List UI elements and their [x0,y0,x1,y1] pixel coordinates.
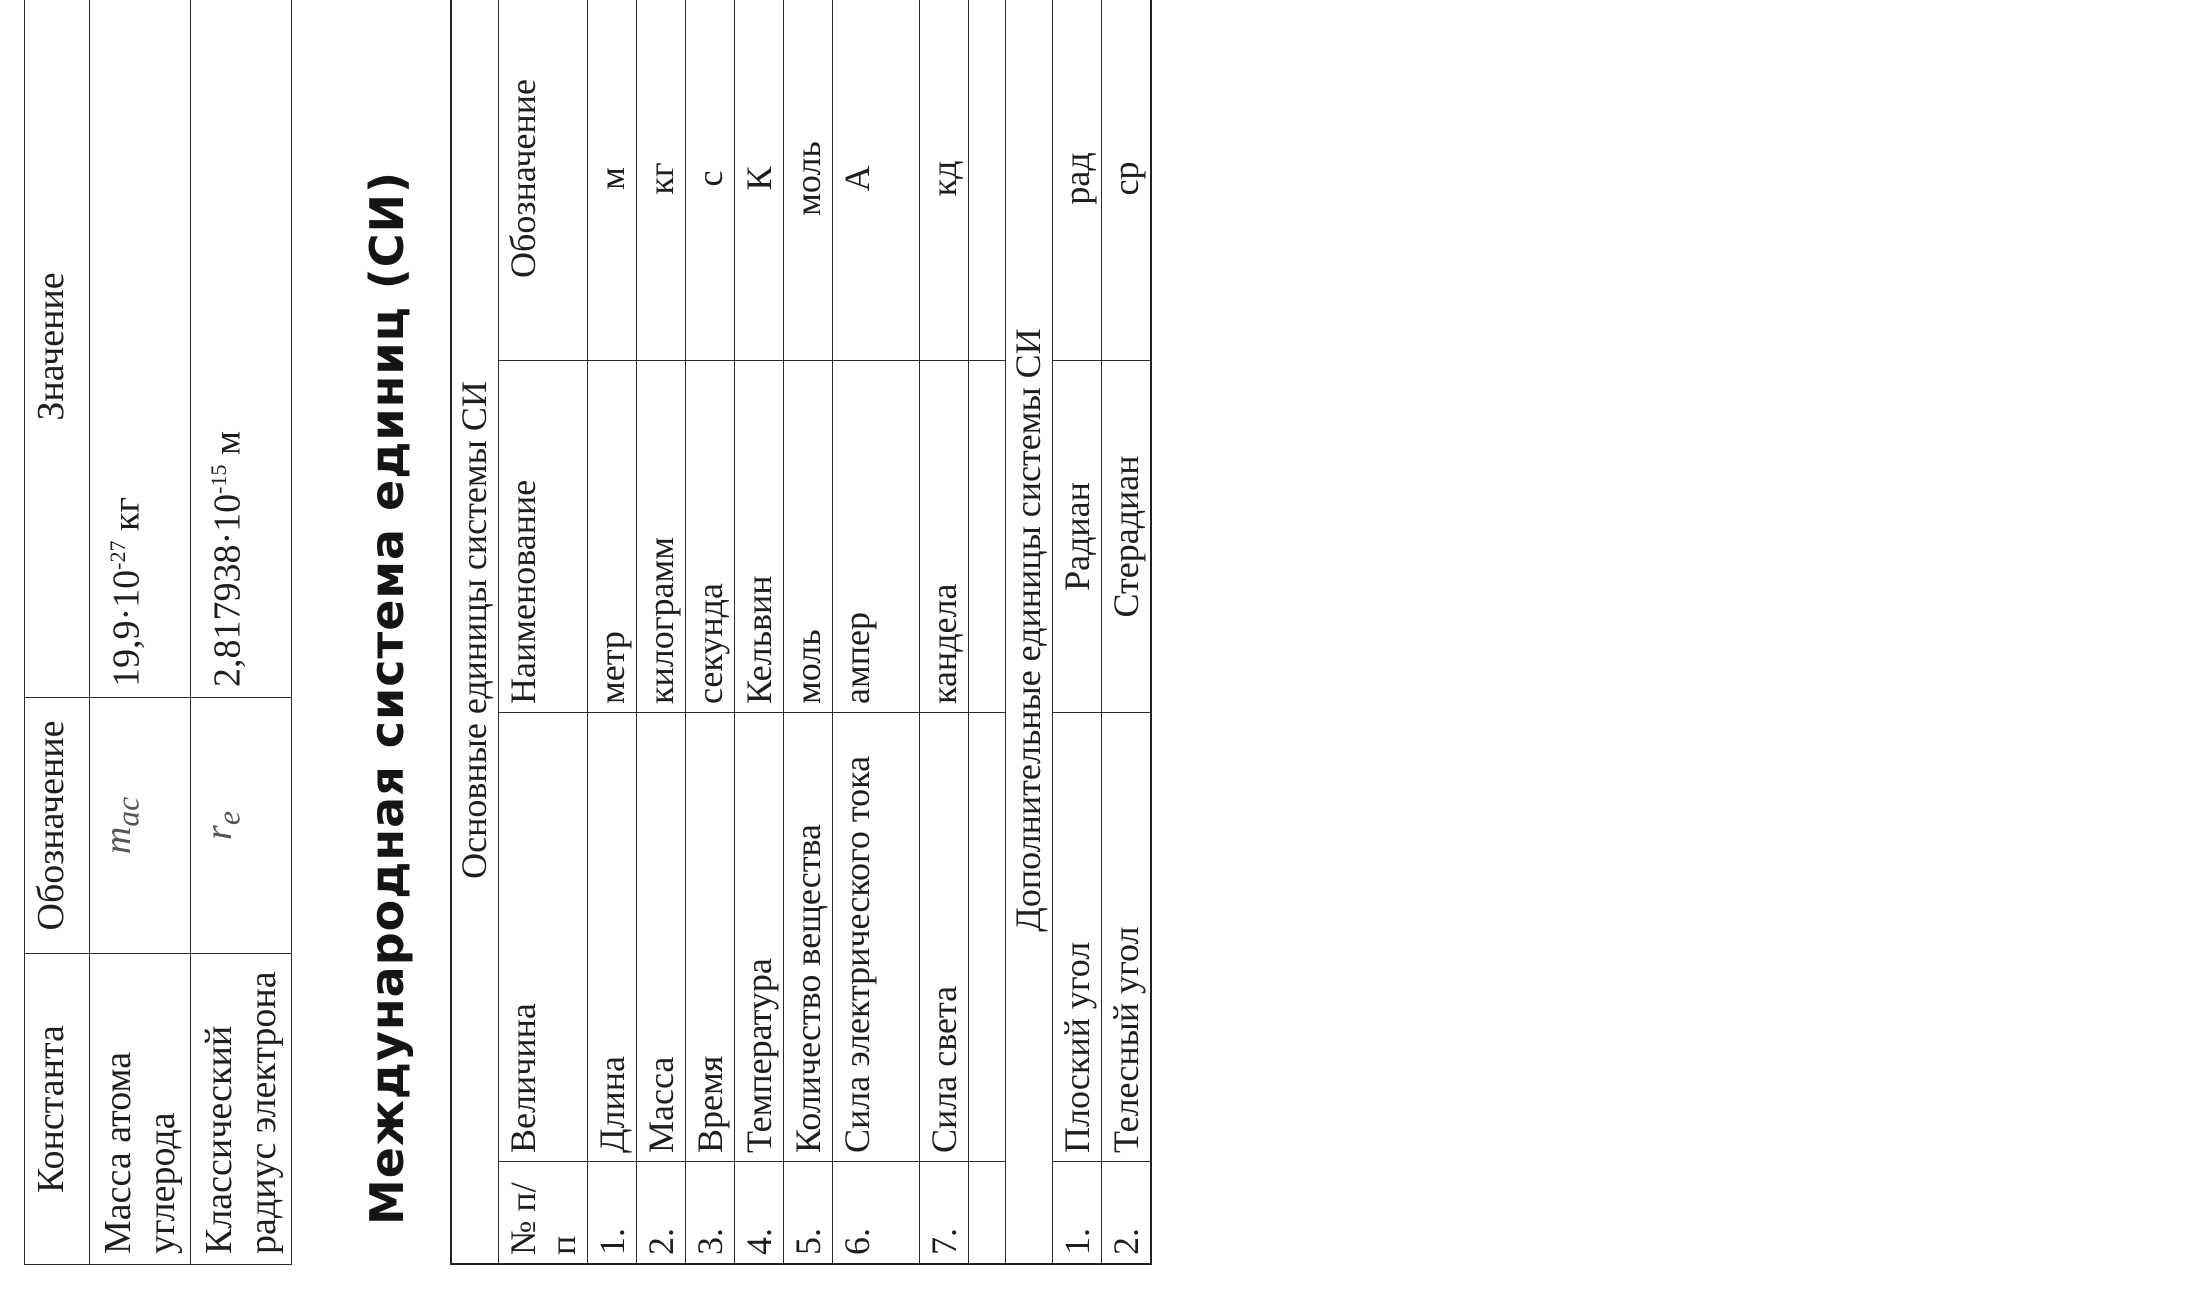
si-heading: Международная система единиц (СИ) [360,170,414,1225]
row-unit-symbol: кг [637,0,686,361]
row-unit-name: килограмм [637,361,686,713]
constant-row-electron-radius [191,0,292,1265]
value-mantissa: 19,9·10 [105,569,148,687]
row-number: 1. [588,1162,637,1265]
row-unit-name: моль [784,361,833,713]
row-unit-symbol: кд [920,0,969,361]
value-exponent: -15 [206,464,231,494]
row-quantity: Телесный угол [1102,713,1152,1162]
header-quantity: Величина [499,713,588,1162]
value-unit: м [206,430,249,465]
header-designation: Обозначение [499,0,588,361]
additional-units-title: Дополнительные единицы системы СИ [1006,0,1053,1264]
symbol-letter: r [198,825,240,840]
row-unit-symbol: моль [784,0,833,361]
additional-units-title-row [1006,0,1053,1264]
header-number: № п/п [499,1162,588,1265]
row-quantity: Длина [588,713,637,1162]
additional-unit-row [1102,0,1152,1264]
header-name: Наименование [499,361,588,713]
base-unit-row [588,0,637,1264]
constant-name: Классический радиус электрона [191,954,292,1265]
row-quantity: Сила электрического тока [833,713,920,1162]
symbol-letter: m [97,826,139,855]
row-unit-symbol: К [735,0,784,361]
value-mantissa: 2,817938·10 [206,493,249,687]
row-unit-name: метр [588,361,637,713]
base-unit-row [637,0,686,1264]
row-unit-symbol: рад [1053,0,1102,361]
row-unit-name: секунда [686,361,735,713]
symbol-subscript: ac [110,796,146,827]
value-exponent: -27 [105,540,130,570]
additional-unit-row [1053,0,1102,1264]
constant-name: Масса атома углерода [90,954,191,1265]
row-unit-name: Стерадиан [1102,361,1152,713]
constant-value [191,0,292,698]
constants-header-row [25,0,90,1265]
row-quantity: Время [686,713,735,1162]
header-symbol: Обозначение [25,698,90,954]
base-unit-row [686,0,735,1264]
row-number: 1. [1053,1162,1102,1265]
row-unit-name: Кельвин [735,361,784,713]
row-unit-symbol: ср [1102,0,1152,361]
base-unit-row [920,0,969,1264]
row-number: 2. [1102,1162,1152,1265]
constant-row-carbon-mass [90,0,191,1265]
table-spacer-row [969,0,1006,1264]
base-unit-row [833,0,920,1264]
constants-table [24,0,292,1265]
row-unit-symbol: с [686,0,735,361]
row-unit-name: кандела [920,361,969,713]
symbol-subscript: e [211,811,247,826]
row-number: 5. [784,1162,833,1265]
row-unit-name: ампер [833,361,920,713]
si-units-table [450,0,1152,1265]
row-number: 7. [920,1162,969,1265]
constant-symbol [90,698,191,954]
row-quantity: Плоский угол [1053,713,1102,1162]
row-number: 4. [735,1162,784,1265]
row-quantity: Сила света [920,713,969,1162]
row-quantity: Масса [637,713,686,1162]
constant-value [90,0,191,698]
base-units-title: Основные единицы системы СИ [451,0,499,1264]
row-quantity: Температура [735,713,784,1162]
header-value: Значение [25,0,90,698]
base-units-title-row [451,0,499,1264]
base-unit-row [735,0,784,1264]
row-unit-symbol: м [588,0,637,361]
constant-symbol [191,698,292,954]
header-constant: Константа [25,954,90,1265]
row-unit-name: Радиан [1053,361,1102,713]
row-number: 2. [637,1162,686,1265]
value-unit: кг [105,496,148,541]
row-number: 6. [833,1162,920,1265]
si-header-row [499,0,588,1264]
row-number: 3. [686,1162,735,1265]
row-quantity: Количество вещества [784,713,833,1162]
row-unit-symbol: А [833,0,920,361]
base-unit-row [784,0,833,1264]
